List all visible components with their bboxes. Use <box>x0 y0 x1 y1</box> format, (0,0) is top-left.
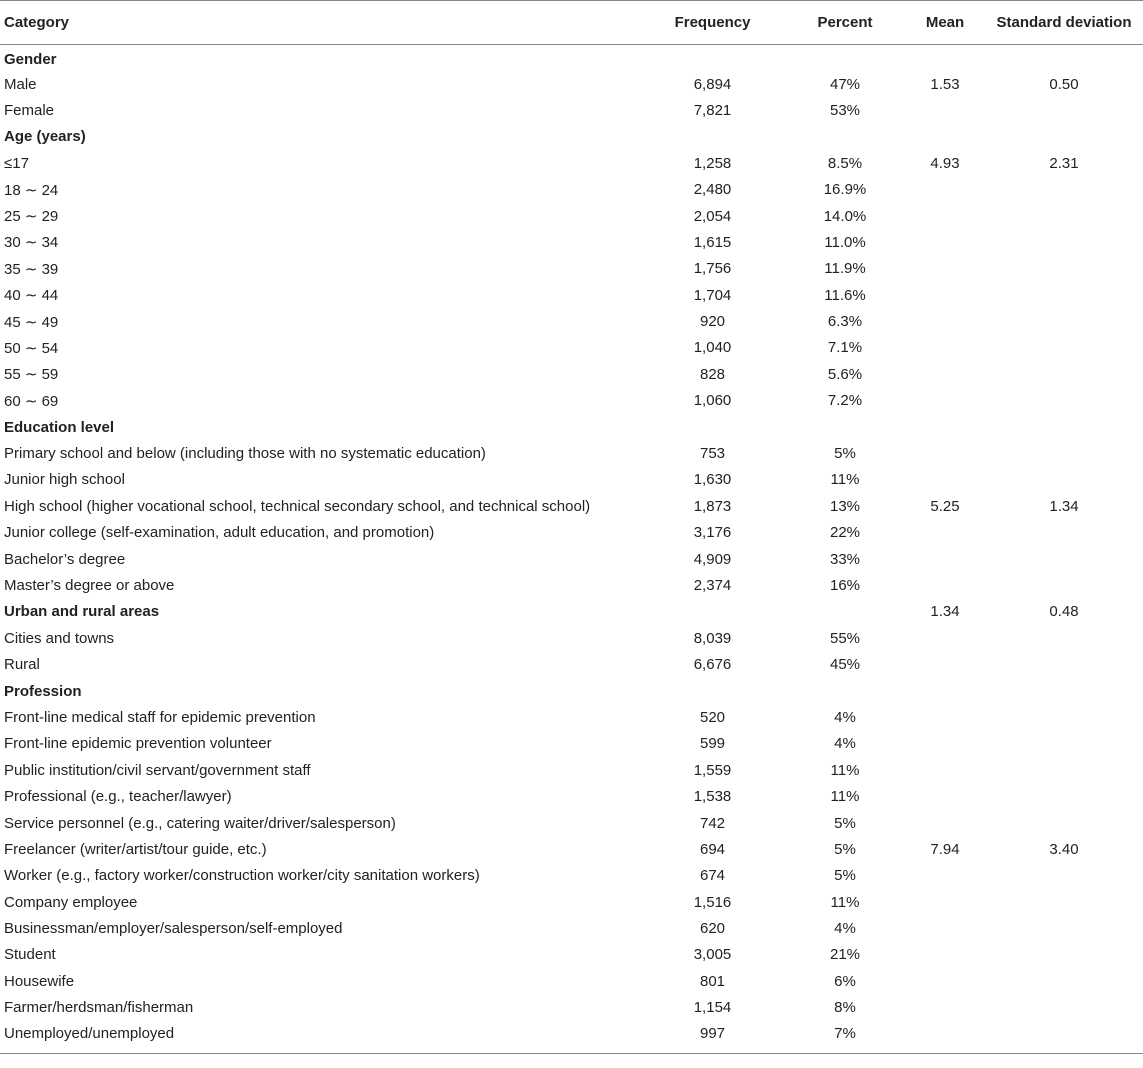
cell-mean <box>905 282 985 308</box>
table-row <box>0 388 1143 414</box>
cell-mean <box>905 203 985 229</box>
cell-frequency: 4,909 <box>693 550 732 568</box>
cell-frequency: 1,258 <box>693 154 732 172</box>
table-row <box>0 757 1143 783</box>
cell-percent: 7% <box>785 1021 905 1054</box>
table-row <box>0 467 1143 493</box>
cell-percent: 5% <box>834 840 856 858</box>
cell-standard-deviation <box>985 783 1143 809</box>
cell-mean <box>905 915 985 941</box>
cell-category: Worker (e.g., factory worker/construction worker/city sanitation workers) <box>4 867 480 885</box>
cell-mean <box>905 467 985 493</box>
cell-percent: 11% <box>830 893 860 911</box>
cell-frequency: 1,040 <box>693 339 732 357</box>
cell-percent: 13% <box>829 497 861 515</box>
cell-standard-deviation <box>985 335 1143 361</box>
cell-standard-deviation <box>985 651 1143 677</box>
table-row <box>0 150 1143 176</box>
cell-category: 35 ∼ 39 <box>4 260 59 278</box>
cell-category: Housewife <box>4 972 75 990</box>
cell-percent: 11% <box>830 788 860 806</box>
cell-percent: 5% <box>834 814 856 832</box>
cell-category: Professional (e.g., teacher/lawyer) <box>4 788 232 806</box>
cell-category: Service personnel (e.g., catering waiter/driver/salesperson) <box>4 814 396 832</box>
cell-standard-deviation <box>985 229 1143 255</box>
cell-frequency <box>640 599 785 625</box>
cell-standard-deviation <box>985 440 1143 466</box>
cell-frequency: 520 <box>699 708 726 726</box>
cell-mean <box>905 810 985 836</box>
section-header-row <box>0 414 1143 440</box>
cell-mean: 4.93 <box>930 154 960 172</box>
cell-frequency: 620 <box>699 920 726 938</box>
table-row <box>0 572 1143 598</box>
cell-category: Front-line epidemic prevention volunteer <box>4 735 272 753</box>
cell-frequency: 694 <box>699 840 726 858</box>
table-row <box>0 731 1143 757</box>
table-row <box>0 995 1143 1021</box>
cell-mean <box>905 678 985 704</box>
cell-category: Male <box>4 75 37 93</box>
table-header <box>0 1 1143 45</box>
table-row <box>0 440 1143 466</box>
section-header-row <box>0 45 1143 71</box>
cell-mean <box>905 863 985 889</box>
cell-mean <box>905 256 985 282</box>
cell-standard-deviation <box>985 308 1143 334</box>
cell-standard-deviation: 0.48 <box>1049 603 1079 621</box>
cell-standard-deviation <box>985 203 1143 229</box>
cell-percent: 11.0% <box>824 233 866 251</box>
cell-percent: 4% <box>834 735 856 753</box>
cell-standard-deviation <box>985 414 1143 440</box>
cell-percent: 16.9% <box>823 181 867 199</box>
cell-frequency: 3,005 <box>693 946 732 964</box>
cell-frequency: 753 <box>699 445 726 463</box>
cell-percent: 11% <box>830 761 860 779</box>
cell-category: 30 ∼ 34 <box>4 234 59 252</box>
cell-standard-deviation <box>985 757 1143 783</box>
cell-frequency <box>640 124 785 150</box>
cell-category: 60 ∼ 69 <box>4 392 59 410</box>
cell-category: 55 ∼ 59 <box>4 366 59 384</box>
table-row <box>0 704 1143 730</box>
table-row <box>0 97 1143 123</box>
table-row <box>0 942 1143 968</box>
cell-category: Female <box>4 101 55 119</box>
header-standard-deviation: Standard deviation <box>985 1 1143 45</box>
cell-standard-deviation <box>985 968 1143 994</box>
cell-mean <box>905 651 985 677</box>
cell-frequency: 1,615 <box>693 233 732 251</box>
cell-category: Master’s degree or above <box>4 577 175 594</box>
cell-category: Bachelor’s degree <box>4 550 126 568</box>
cell-frequency: 1,630 <box>693 471 732 489</box>
cell-category: Junior college (self-examination, adult education, and promotion) <box>4 524 435 542</box>
cell-standard-deviation: 0.50 <box>1049 75 1079 93</box>
header-percent: Percent <box>785 1 905 45</box>
table-row <box>0 968 1143 994</box>
section-header-row <box>0 599 1143 625</box>
cell-frequency: 920 <box>699 313 726 331</box>
cell-frequency: 674 <box>699 867 726 885</box>
table-row <box>0 520 1143 546</box>
cell-standard-deviation <box>985 915 1143 941</box>
header-frequency: Frequency <box>640 1 785 45</box>
cell-standard-deviation <box>985 625 1143 651</box>
cell-category: Front-line medical staff for epidemic prevention <box>4 708 316 726</box>
cell-percent: 11.9% <box>824 260 866 278</box>
cell-mean <box>905 968 985 994</box>
cell-mean <box>905 572 985 598</box>
cell-mean <box>905 731 985 757</box>
cell-standard-deviation <box>985 731 1143 757</box>
section-title: Age (years) <box>4 128 86 146</box>
table-row <box>0 493 1143 519</box>
cell-percent: 55% <box>829 629 861 647</box>
cell-standard-deviation: 3.40 <box>1049 840 1079 858</box>
table-row <box>0 915 1143 941</box>
cell-category: Freelancer (writer/artist/tour guide, etc.) <box>4 840 267 858</box>
table-row <box>0 783 1143 809</box>
cell-category: Primary school and below (including those with no systematic education) <box>4 445 486 463</box>
cell-percent: 11.6% <box>824 286 866 304</box>
cell-mean <box>905 757 985 783</box>
table-row <box>0 863 1143 889</box>
cell-frequency: 7,821 <box>693 101 732 119</box>
cell-frequency: 1,704 <box>693 286 732 304</box>
section-header-row <box>0 124 1143 150</box>
cell-standard-deviation <box>985 256 1143 282</box>
cell-standard-deviation <box>985 361 1143 387</box>
cell-standard-deviation <box>985 124 1143 150</box>
table-row <box>0 651 1143 677</box>
cell-category: 40 ∼ 44 <box>4 287 59 305</box>
cell-frequency <box>640 678 785 704</box>
cell-frequency: 3,176 <box>693 524 732 542</box>
table-row <box>0 282 1143 308</box>
cell-mean <box>905 45 985 71</box>
cell-standard-deviation <box>985 889 1143 915</box>
cell-frequency: 801 <box>699 972 726 990</box>
cell-percent <box>785 414 905 440</box>
cell-mean <box>905 176 985 202</box>
cell-percent <box>785 678 905 704</box>
cell-mean <box>905 520 985 546</box>
cell-category: Cities and towns <box>4 629 115 647</box>
cell-category: 50 ∼ 54 <box>4 339 59 357</box>
cell-frequency: 1,538 <box>693 788 732 806</box>
cell-mean <box>905 995 985 1021</box>
cell-standard-deviation <box>985 704 1143 730</box>
cell-percent: 45% <box>829 656 861 674</box>
cell-frequency <box>640 45 785 71</box>
table-row <box>0 1021 1143 1054</box>
cell-percent: 7.1% <box>827 339 863 357</box>
cell-frequency: 828 <box>699 365 726 383</box>
cell-category: ≤17 <box>4 154 29 172</box>
cell-frequency: 997 <box>640 1021 785 1054</box>
cell-frequency: 6,676 <box>693 656 732 674</box>
cell-standard-deviation: 2.31 <box>1049 154 1079 172</box>
cell-standard-deviation: 1.34 <box>1049 497 1079 515</box>
cell-percent: 6% <box>834 972 856 990</box>
table-row <box>0 335 1143 361</box>
table-row <box>0 810 1143 836</box>
cell-category: Company employee <box>4 893 138 911</box>
cell-category: 25 ∼ 29 <box>4 208 59 226</box>
cell-percent: 14.0% <box>823 207 867 225</box>
section-title: Profession <box>4 682 82 700</box>
cell-standard-deviation <box>985 388 1143 414</box>
cell-standard-deviation <box>985 995 1143 1021</box>
cell-standard-deviation <box>985 282 1143 308</box>
cell-frequency: 2,374 <box>693 577 732 594</box>
cell-percent: 11% <box>830 471 860 489</box>
cell-standard-deviation <box>985 942 1143 968</box>
cell-percent: 16% <box>829 577 861 594</box>
section-header-row <box>0 678 1143 704</box>
cell-category: 45 ∼ 49 <box>4 313 59 331</box>
cell-category: Junior high school <box>4 471 125 489</box>
cell-standard-deviation <box>985 97 1143 123</box>
table-row <box>0 546 1143 572</box>
cell-standard-deviation <box>985 678 1143 704</box>
cell-percent: 8% <box>834 999 856 1017</box>
cell-frequency: 1,060 <box>693 392 732 410</box>
cell-percent: 33% <box>829 550 861 568</box>
table-row <box>0 625 1143 651</box>
cell-frequency: 2,054 <box>693 207 732 225</box>
section-title: Gender <box>4 51 57 69</box>
cell-standard-deviation <box>985 176 1143 202</box>
cell-mean <box>905 440 985 466</box>
cell-percent: 53% <box>829 101 861 119</box>
cell-percent: 5.6% <box>827 365 863 383</box>
cell-standard-deviation <box>985 1021 1143 1054</box>
table-row <box>0 71 1143 97</box>
cell-category: High school (higher vocational school, technical secondary school, and technical school) <box>4 497 591 515</box>
cell-standard-deviation <box>985 467 1143 493</box>
table-body <box>0 45 1143 1054</box>
header-row <box>0 1 1143 45</box>
cell-percent: 8.5% <box>827 154 863 172</box>
section-title: Education level <box>4 418 115 436</box>
cell-frequency: 1,756 <box>693 260 732 278</box>
cell-standard-deviation <box>985 810 1143 836</box>
cell-standard-deviation <box>985 863 1143 889</box>
cell-frequency: 6,894 <box>693 75 732 93</box>
cell-mean <box>905 546 985 572</box>
cell-standard-deviation <box>985 572 1143 598</box>
table-row <box>0 229 1143 255</box>
cell-mean <box>905 308 985 334</box>
cell-frequency: 1,873 <box>693 497 732 515</box>
cell-mean <box>905 361 985 387</box>
cell-mean <box>905 704 985 730</box>
cell-category: Public institution/civil servant/government staff <box>4 761 311 779</box>
header-mean: Mean <box>905 1 985 45</box>
cell-mean <box>905 942 985 968</box>
cell-mean <box>905 783 985 809</box>
cell-frequency: 1,154 <box>693 999 732 1017</box>
cell-mean <box>905 97 985 123</box>
table-row <box>0 361 1143 387</box>
cell-percent <box>785 45 905 71</box>
cell-percent: 47% <box>829 75 861 93</box>
cell-mean <box>905 229 985 255</box>
cell-standard-deviation <box>985 546 1143 572</box>
cell-category: 18 ∼ 24 <box>4 181 59 199</box>
table-row <box>0 256 1143 282</box>
cell-mean <box>905 414 985 440</box>
cell-mean: 1.34 <box>930 603 960 621</box>
cell-category: Businessman/employer/salesperson/self-employed <box>4 920 343 938</box>
cell-percent <box>785 124 905 150</box>
cell-category: Unemployed/unemployed <box>0 1021 640 1054</box>
cell-frequency: 742 <box>699 814 726 832</box>
cell-percent: 5% <box>834 867 856 885</box>
cell-percent <box>785 599 905 625</box>
cell-standard-deviation <box>985 520 1143 546</box>
cell-frequency <box>640 414 785 440</box>
table-row <box>0 889 1143 915</box>
cell-percent: 21% <box>829 946 861 964</box>
cell-frequency: 599 <box>699 735 726 753</box>
cell-frequency: 1,559 <box>693 761 732 779</box>
cell-mean <box>905 625 985 651</box>
cell-percent: 22% <box>829 524 861 542</box>
cell-percent: 4% <box>834 708 856 726</box>
cell-frequency: 1,516 <box>693 893 732 911</box>
cell-mean: 7.94 <box>930 840 960 858</box>
section-title: Urban and rural areas <box>4 603 160 621</box>
cell-standard-deviation <box>985 45 1143 71</box>
cell-mean <box>905 335 985 361</box>
cell-mean: 1.53 <box>930 75 960 93</box>
table-row <box>0 308 1143 334</box>
table-row <box>0 203 1143 229</box>
cell-mean <box>905 124 985 150</box>
cell-percent: 6.3% <box>827 313 863 331</box>
cell-mean: 5.25 <box>930 497 960 515</box>
table-row <box>0 176 1143 202</box>
cell-frequency: 2,480 <box>693 181 732 199</box>
cell-category: Rural <box>4 656 40 674</box>
table-row <box>0 836 1143 862</box>
cell-mean <box>905 1021 985 1054</box>
cell-mean <box>905 388 985 414</box>
cell-category: Student <box>4 946 56 964</box>
cell-frequency: 8,039 <box>693 629 732 647</box>
cell-percent: 5% <box>834 445 856 463</box>
cell-percent: 4% <box>834 920 856 938</box>
cell-mean <box>905 889 985 915</box>
cell-category: Farmer/herdsman/fisherman <box>4 999 194 1017</box>
cell-percent: 7.2% <box>827 392 863 410</box>
header-category: Category <box>0 1 640 45</box>
